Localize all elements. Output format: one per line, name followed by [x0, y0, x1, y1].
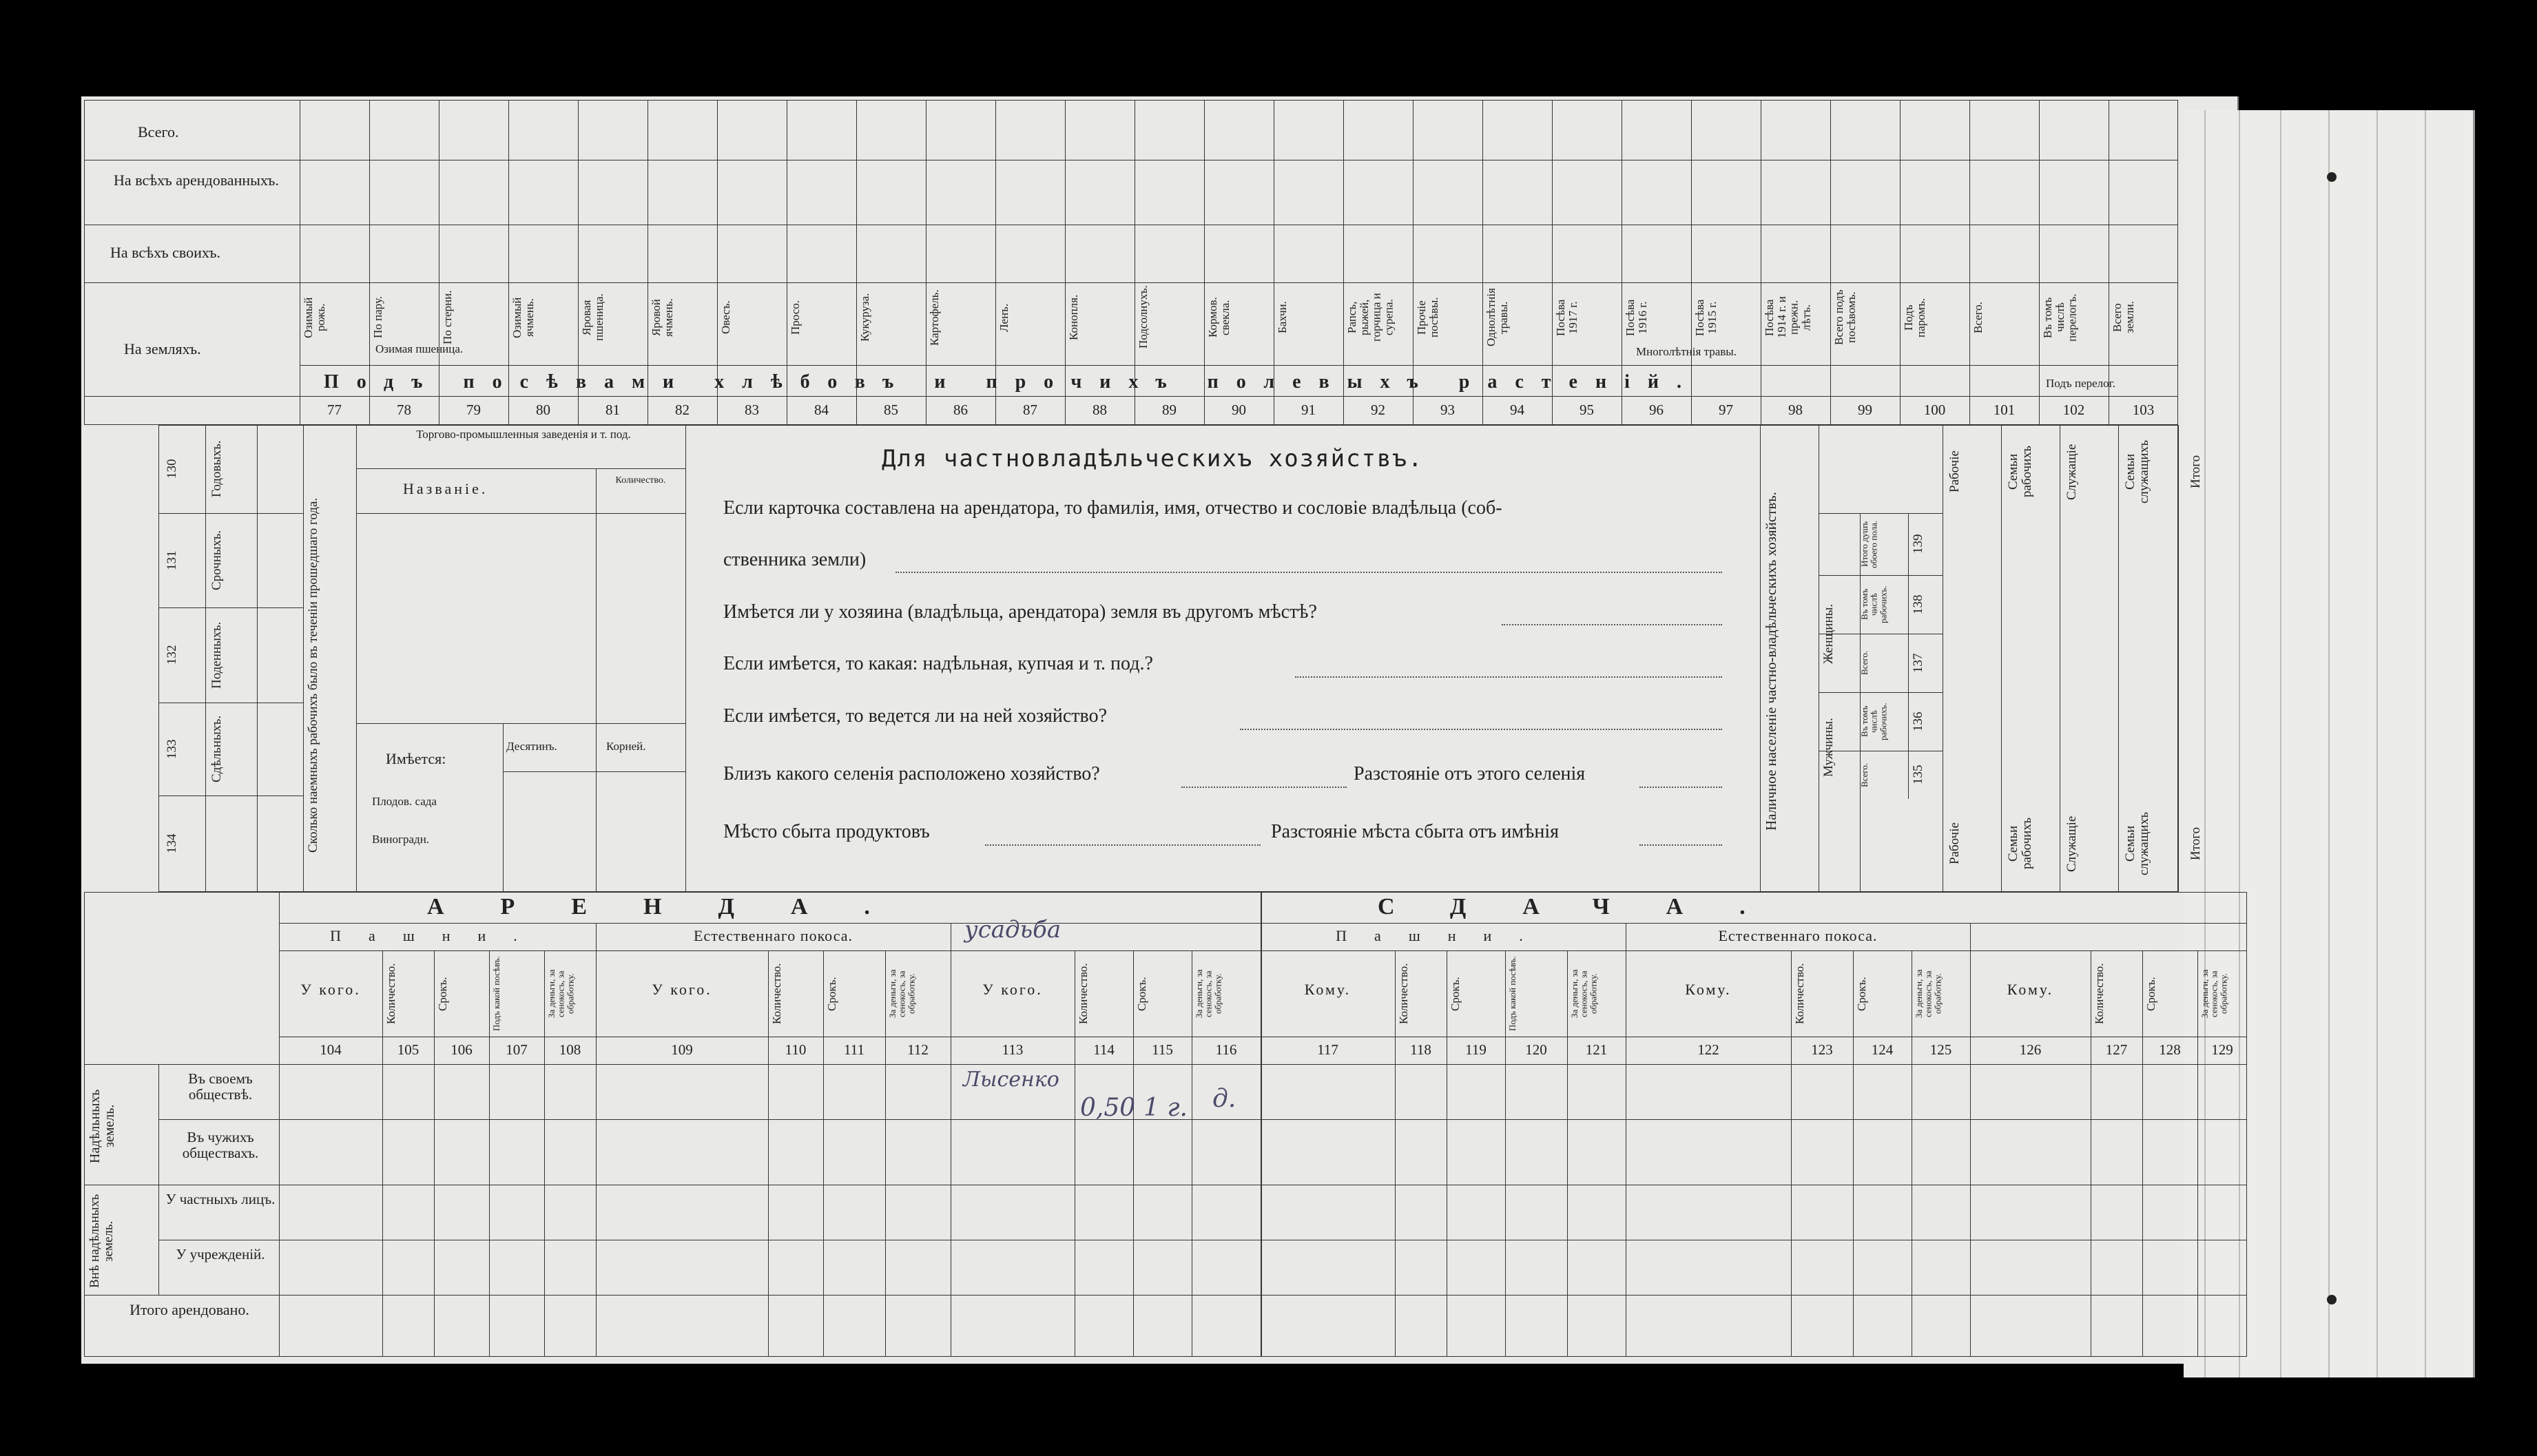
lease-col-label: Подъ какой посѣвъ. [1507, 956, 1518, 1032]
lease-col-number: 110 [785, 1041, 807, 1058]
lease-col-label: У кого. [652, 981, 712, 998]
crop-col-number: 82 [675, 402, 690, 418]
crop-col-number: 96 [1649, 402, 1664, 418]
lease-col-number: 128 [2159, 1041, 2181, 1058]
crop-col-label: Всего земли. [2111, 301, 2136, 334]
crop-col-label: По пару. [371, 296, 384, 339]
population-col-label: Рабочіе [1947, 450, 1962, 493]
trade-has: Имѣется: [386, 750, 446, 767]
lease-col-number: 125 [1929, 1041, 1952, 1058]
crop-col-number: 92 [1371, 402, 1385, 418]
form-line-6b: Разстояніе мѣста сбыта отъ имѣнія [1271, 821, 1559, 842]
crop-col-number: 103 [2132, 402, 2155, 418]
population-col-label: Итого [2188, 455, 2203, 489]
group-perennial-grass: Многолѣтнія травы. [1636, 345, 1737, 358]
crop-col-label: Посѣва 1914 г. и прежн. лѣтъ. [1763, 296, 1813, 339]
crop-col-label: Просо. [789, 300, 802, 335]
population-women: Женщины. [1821, 603, 1836, 664]
crop-col-label: Ленъ. [997, 303, 1011, 332]
group-fallow: Подъ перелог. [2046, 377, 2115, 390]
form-line-1: Если карточка составлена на арендатора, то фамилія, имя, отчество и сословіе владѣльца (соб- [723, 497, 1502, 519]
crop-col-number: 88 [1093, 402, 1107, 418]
lease-col-number: 122 [1697, 1041, 1719, 1058]
crop-col-number: 89 [1162, 402, 1177, 418]
population-number: 136 [1911, 711, 1925, 731]
crop-col-label: Рапсъ, рыжей, горчица и сурепа. [1345, 293, 1396, 342]
worker-col-label: Годовыхъ. [209, 440, 224, 498]
crop-col-label: Картофель. [928, 289, 941, 346]
crop-col-label: Посѣва 1916 г. [1624, 299, 1649, 336]
crop-col-number: 83 [745, 402, 759, 418]
lease-col-label: Количество. [770, 963, 783, 1025]
population-col-label: Рабочіе [1947, 822, 1962, 865]
worker-col-label: Сдѣльныхъ. [209, 715, 224, 783]
crop-col-number: 80 [536, 402, 550, 418]
trade-korney: Корней. [606, 740, 646, 753]
row-own-society: Въ своемъ обществѣ. [188, 1070, 253, 1103]
trade-qty: Количество. [615, 475, 666, 486]
crop-col-number: 97 [1719, 402, 1733, 418]
crop-col-label: По стерни. [441, 290, 454, 345]
lease-col-number: 118 [1410, 1041, 1431, 1058]
population-sub-label: Въ томъ числѣ рабочихъ. [1859, 585, 1889, 623]
lease-col-number: 107 [506, 1041, 528, 1058]
crop-col-label: Озимый рожь. [302, 297, 327, 338]
crop-col-label: Кукуруза. [858, 293, 871, 342]
population-col-label: Семьи рабочихъ [2006, 818, 2034, 870]
population-sub-label: Всего. [1859, 650, 1870, 676]
crop-col-label: Яровой ячмень. [650, 298, 675, 337]
lease-col-label: За деньги, за сенокосъ, за обработку. [2199, 969, 2229, 1019]
lease-col-label: У кого. [300, 981, 361, 998]
crop-col-label: Всего. [1971, 302, 1985, 333]
lease-col-label: Количество. [2093, 963, 2106, 1025]
lease-col-number: 126 [2019, 1041, 2042, 1058]
handwritten-who: Лысенко [963, 1068, 1059, 1092]
lease-col-label: Срокъ. [825, 977, 838, 1011]
crop-col-label: Прочіе посѣвы. [1415, 297, 1440, 338]
lease-col-number: 113 [1002, 1041, 1024, 1058]
crop-col-number: 84 [814, 402, 829, 418]
population-col-label: Семьи служащихъ [2123, 811, 2151, 876]
non-allotment-group: Внѣ надѣльныхъ земель. [87, 1194, 116, 1289]
crop-col-number: 101 [1993, 402, 2016, 418]
lease-col-label: Кому. [1685, 981, 1732, 998]
population-col-label: Служащіе [2064, 815, 2079, 872]
crop-col-number: 78 [397, 402, 411, 418]
crop-col-label: Подъ паромъ. [1902, 298, 1927, 337]
crop-col-label: Посѣва 1915 г. [1693, 299, 1719, 336]
crop-col-label: Овесъ. [719, 300, 732, 335]
crop-col-number: 86 [953, 402, 968, 418]
population-number: 137 [1911, 653, 1925, 673]
population-col-label: Служащіе [2064, 444, 2079, 500]
crop-col-number: 93 [1440, 402, 1455, 418]
population-number: 135 [1911, 765, 1925, 785]
population-number: 139 [1911, 534, 1925, 554]
lease-col-label: За деньги, за сенокосъ, за обработку. [546, 969, 576, 1019]
form-line-5a: Близъ какого селенія расположено хозяйство? [723, 763, 1100, 784]
lease-col-label: Срокъ. [1449, 977, 1462, 1011]
row-label-on-lands: На земляхъ. [124, 340, 201, 357]
lease-col-number: 104 [320, 1041, 342, 1058]
lease-col-number: 116 [1215, 1041, 1237, 1058]
lease-col-label: Подъ какой посѣвъ. [491, 956, 501, 1032]
lease-col-label: Кому. [2007, 981, 2054, 998]
lease-col-number: 109 [671, 1041, 693, 1058]
lease-col-number: 108 [559, 1041, 581, 1058]
lease-group-label: Пашни. [330, 927, 545, 944]
crop-col-label: Конопля. [1067, 294, 1080, 341]
lease-col-number: 105 [397, 1041, 420, 1058]
lease-group-label: Пашни. [1336, 927, 1551, 944]
trade-vineyard: Виноградн. [372, 833, 430, 846]
punch-hole [2327, 172, 2337, 182]
lease-col-number: 121 [1585, 1041, 1608, 1058]
lease-col-number: 120 [1525, 1041, 1547, 1058]
population-col-label: Итого [2188, 826, 2203, 861]
workers-title: Сколько наемныхъ рабочихъ было въ теченіи прошедшаго года. [306, 497, 320, 853]
row-other-societies: Въ чужихъ обществахъ. [182, 1129, 259, 1162]
crop-col-number: 81 [605, 402, 620, 418]
lease-col-number: 114 [1093, 1041, 1115, 1058]
lease-col-label: Количество. [1793, 963, 1806, 1025]
handwritten-qty: 0,50 [1080, 1094, 1136, 1122]
worker-col-label: Поденныхъ. [209, 621, 224, 689]
population-col-label: Семьи служащихъ [2123, 439, 2151, 504]
row-institutions: У учрежденій. [176, 1246, 265, 1262]
worker-col-number: 134 [165, 833, 179, 854]
worker-col-label: Срочныхъ. [209, 530, 224, 591]
crop-col-number: 91 [1301, 402, 1316, 418]
form-line-3: Если имѣется, то какая: надѣльная, купчая и т. под.? [723, 653, 1153, 674]
crop-col-label: Подсолнухъ. [1137, 285, 1150, 349]
row-total-leased: Итого арендовано. [130, 1301, 249, 1318]
population-men: Мужчины. [1821, 718, 1836, 777]
lease-col-label: Кому. [1304, 981, 1352, 998]
row-label-total: Всего. [138, 123, 179, 141]
arenda-title: АРЕНДА. [427, 894, 926, 919]
handwritten-term: 1 г. [1143, 1094, 1188, 1122]
form-line-6a: Мѣсто сбыта продуктовъ [723, 821, 930, 842]
form-line-2: Имѣется ли у хозяина (владѣльца, арендатора) земля въ другомъ мѣстѣ? [723, 601, 1317, 623]
handwritten-pay: д. [1212, 1085, 1236, 1113]
form-line-4: Если имѣется, то ведется ли на ней хозяйство? [723, 705, 1107, 727]
lease-col-number: 127 [2105, 1041, 2128, 1058]
lease-col-label: Срокъ. [436, 977, 449, 1011]
worker-col-number: 130 [165, 459, 179, 479]
handwritten-usadba: усадьба [964, 916, 1062, 944]
form-line-5b: Разстояніе отъ этого селенія [1354, 763, 1586, 784]
crop-col-number: 85 [884, 402, 898, 418]
crop-col-number: 87 [1023, 402, 1037, 418]
crop-col-number: 94 [1510, 402, 1524, 418]
worker-col-number: 131 [165, 550, 179, 570]
lease-col-label: Срокъ. [2144, 977, 2157, 1011]
lease-col-label: За деньги, за сенокосъ, за обработку. [1914, 969, 1943, 1019]
crop-col-label: Въ томъ числѣ перелогъ. [2041, 293, 2079, 342]
crop-col-number: 90 [1232, 402, 1246, 418]
worker-col-number: 132 [165, 645, 179, 665]
crop-col-number: 100 [1923, 402, 1946, 418]
row-label-rented: На всѣхъ арендованныхъ. [114, 171, 279, 189]
trade-desyatin: Десятинъ. [506, 740, 557, 753]
lease-col-label: Количество. [1397, 963, 1410, 1025]
form-title: Для частновладѣльческихъ хозяйствъ. [882, 445, 1424, 472]
lease-col-number: 115 [1152, 1041, 1173, 1058]
crop-col-label: Однолѣтнія травы. [1484, 288, 1510, 347]
crop-col-label: Озимый ячмень. [510, 297, 536, 338]
lease-group-label: Естественнаго покоса. [693, 927, 853, 944]
population-col-label: Семьи рабочихъ [2006, 446, 2034, 498]
lease-col-number: 123 [1811, 1041, 1833, 1058]
lease-col-label: Срокъ. [1135, 977, 1148, 1011]
lease-col-number: 129 [2211, 1041, 2233, 1058]
crop-col-number: 98 [1788, 402, 1803, 418]
lease-col-label: У кого. [982, 981, 1043, 998]
trade-garden: Плодов. сада [372, 795, 437, 808]
lease-group-label: Естественнаго покоса. [1718, 927, 1878, 944]
crop-col-label: Посѣва 1917 г. [1554, 299, 1580, 336]
population-number: 138 [1911, 594, 1925, 614]
worker-col-number: 133 [165, 739, 179, 759]
trade-name: Названіе. [403, 480, 488, 497]
lease-col-number: 117 [1317, 1041, 1338, 1058]
sdacha-title: СДАЧА. [1378, 894, 1802, 919]
lease-col-label: Количество. [384, 963, 397, 1025]
crop-col-number: 99 [1858, 402, 1872, 418]
row-private-persons: У частныхъ лицъ. [165, 1191, 276, 1207]
crop-col-number: 102 [2062, 402, 2085, 418]
worker-col-label [210, 802, 253, 885]
crop-col-label: Яровая пшеница. [580, 293, 605, 342]
group-winter-wheat: Озимая пшеница. [375, 342, 464, 355]
allotment-group: Надѣльныхъ земель. [87, 1089, 117, 1163]
lease-col-number: 124 [1871, 1041, 1894, 1058]
crop-col-number: 95 [1580, 402, 1594, 418]
lease-col-label: Срокъ. [1855, 977, 1868, 1011]
row-label-own: На всѣхъ своихъ. [110, 244, 220, 261]
lease-col-number: 106 [451, 1041, 473, 1058]
population-sub-label: Въ томъ числѣ рабочихъ. [1859, 703, 1889, 740]
crop-col-number: 77 [327, 402, 342, 418]
crop-col-number: 79 [466, 402, 481, 418]
population-sub-label: Итого душъ обоего пола. [1859, 520, 1879, 568]
population-sub-label: Всего. [1859, 762, 1870, 787]
punch-hole [2327, 1295, 2337, 1304]
lease-col-number: 112 [907, 1041, 929, 1058]
group-under-crops: Подъ посѣвами хлѣбовъ и прочихъ полевыхъ растеній. [324, 371, 1700, 393]
trade-title: Торгово-промышленныя заведенія и т. под. [416, 428, 631, 441]
crop-col-label: Кормов. свекла. [1206, 297, 1232, 338]
lease-col-number: 119 [1465, 1041, 1487, 1058]
crop-col-label: Бахчи. [1276, 301, 1289, 334]
lease-col-label: Количество. [1077, 963, 1090, 1025]
lease-col-label: За деньги, за сенокосъ, за обработку. [887, 969, 917, 1019]
lease-col-label: За деньги, за сенокосъ, за обработку. [1569, 969, 1599, 1019]
form-line-1b: ственника земли) [723, 549, 867, 570]
crop-col-label: Всего подъ посѣвомъ. [1832, 289, 1858, 346]
lease-col-number: 111 [844, 1041, 864, 1058]
lease-col-label: За деньги, за сенокосъ, за обработку. [1194, 969, 1223, 1019]
population-title: Наличное населеніе частно-владѣльческихъ хозяйствъ. [1763, 492, 1779, 831]
